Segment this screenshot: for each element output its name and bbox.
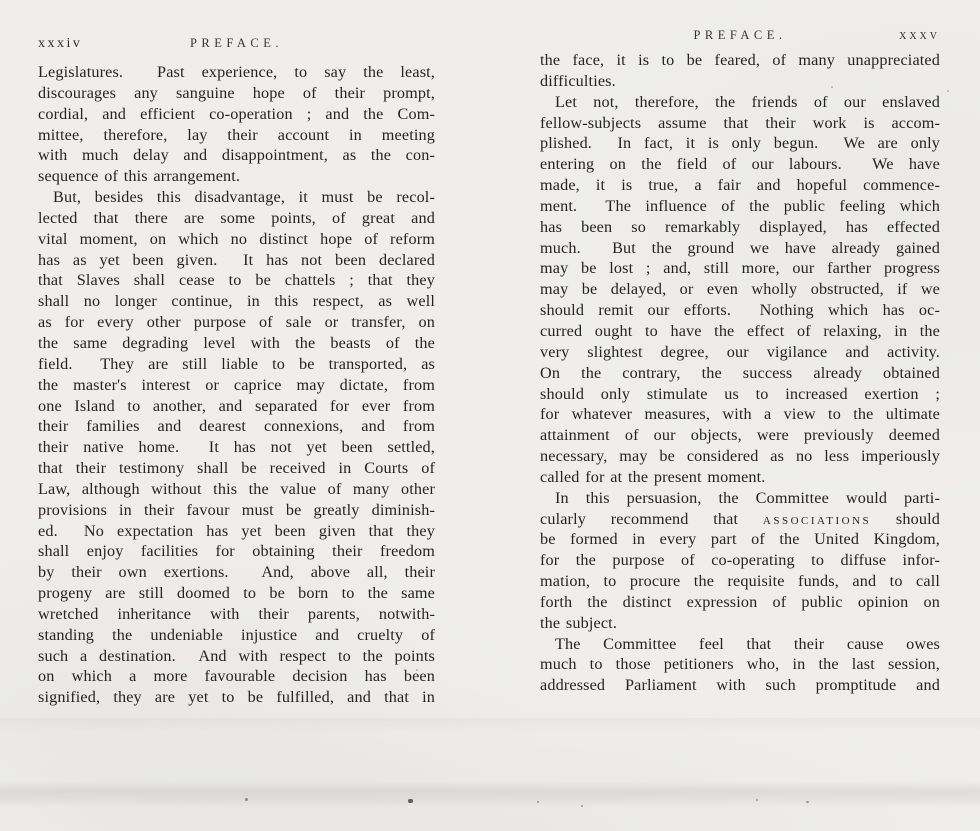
right-page-body <box>540 50 940 696</box>
text-line: that Slaves shall cease to be chattels ; that they <box>38 271 435 290</box>
smallcaps-word: associations <box>762 509 872 528</box>
text-line: lected that there are some points, of great and <box>38 208 435 227</box>
text-line: necessary, may be considered as no less imperiously <box>540 447 940 466</box>
text-line: Let not, therefore, the friends of our enslaved <box>555 92 940 111</box>
text-line: Legislatures. Past experience, to say the least, <box>38 63 435 81</box>
text-line: The Committee feel that their cause owes <box>555 634 940 653</box>
paragraph <box>38 187 435 708</box>
text-line: field. They are still liable to be transported, as <box>38 354 435 373</box>
scan-speck <box>416 669 418 671</box>
right-page-number: xxxv <box>899 28 940 43</box>
paragraph <box>540 488 940 634</box>
text-line: much to those petitioners who, in the last session, <box>540 655 940 674</box>
scan-speck <box>831 86 833 88</box>
text-line: the master's interest or caprice may dictate, from <box>38 375 435 394</box>
scan-speck <box>806 801 809 803</box>
text-line: sequence of this arrangement. <box>38 167 241 186</box>
text-line: ed. No expectation has yet been given that they <box>38 521 435 540</box>
text-line: has as yet been given. It has not been declared <box>38 250 435 269</box>
text-line: on which a more favourable decision has been <box>38 667 435 686</box>
scan-speck <box>581 805 583 807</box>
text-line: signified, they are yet to be fulfilled, and that in <box>38 688 435 707</box>
text-line: addressed Parliament with such promptitude and <box>540 676 940 695</box>
text-line: On the contrary, the success already obtained <box>540 363 940 382</box>
text-line: discourages any sanguine hope of their prompt, <box>38 83 435 102</box>
text-line: standing the undeniable injustice and cruelty of <box>38 625 435 644</box>
text-line: provisions in their favour must be greatly diminish- <box>38 500 435 519</box>
right-running-head <box>540 28 940 44</box>
scan-speck <box>537 801 539 803</box>
left-page-number: xxxiv <box>38 36 83 51</box>
text-line: fellow-subjects assume that their work is accom- <box>540 113 940 132</box>
text-line: cularly recommend that associations should <box>540 509 940 528</box>
text-line: the face, it is to be feared, of many unappreciated <box>540 51 940 69</box>
paragraph <box>38 62 435 187</box>
text-line: forth the distinct expression of public opinion on <box>540 592 940 611</box>
left-running-head <box>38 36 435 52</box>
text-line: cordial, and efficient co-operation ; and the Com- <box>38 104 435 123</box>
text-line: the same degrading level with the beasts of the <box>38 333 435 352</box>
text-line: one Island to another, and separated for ever from <box>38 396 435 415</box>
text-line: be formed in every part of the United Kingdom, <box>540 530 940 549</box>
scan-speck <box>756 799 758 801</box>
left-running-title: PREFACE. <box>189 36 284 50</box>
text-line: with much delay and disappointment, as the con- <box>38 146 435 165</box>
left-page <box>38 36 435 708</box>
text-line: difficulties. <box>540 71 616 90</box>
text-line: such a destination. And with respect to the points <box>38 646 435 665</box>
text-line: much. But the ground we have already gained <box>540 238 940 257</box>
text-line: called for at the present moment. <box>540 467 766 486</box>
text-line: may be lost ; and, still more, our farther progress <box>540 259 940 278</box>
text-line: should remit our efforts. Nothing which has oc- <box>540 301 940 320</box>
text-line: progeny are still doomed to be born to the same <box>38 584 435 603</box>
text-line: should only stimulate us to increased exertion ; <box>540 384 940 403</box>
text-line: vital moment, on which no distinct hope of reform <box>38 229 435 248</box>
paragraph <box>540 92 940 488</box>
text-line: for whatever measures, with a view to the ultimate <box>540 405 940 424</box>
text-line: has been so remarkably displayed, has effected <box>540 217 940 236</box>
text-line: plished. In fact, it is only begun. We are only <box>540 134 940 153</box>
text-line: But, besides this disadvantage, it must be recol- <box>53 188 435 207</box>
text-line: entering on the field of our labours. We have <box>540 155 940 174</box>
text-line: Law, although without this the value of many other <box>38 479 435 498</box>
text-line: the subject. <box>540 613 618 632</box>
text-line: very slightest degree, our vigilance and activity. <box>540 342 940 361</box>
scan-speck <box>947 90 949 92</box>
text-line: shall no longer continue, in this respect, as well <box>38 292 435 311</box>
text-line: In this persuasion, the Committee would parti- <box>555 488 940 507</box>
text-line: wretched inheritance with their parents, notwith- <box>38 604 435 623</box>
text-line: by their own exertions. And, above all, their <box>38 563 435 582</box>
scan-speck <box>408 799 413 803</box>
scan-noise-band <box>0 781 980 807</box>
text-line: mittee, therefore, lay their account in meeting <box>38 125 435 144</box>
text-line: may be delayed, or even wholly obstructed, if we <box>540 280 940 299</box>
paragraph <box>540 634 940 697</box>
text-line: their native home. It has not yet been settled, <box>38 438 435 457</box>
left-page-body <box>38 62 435 708</box>
text-line: for the purpose of co-operating to diffuse infor- <box>540 551 940 570</box>
text-line: as for every other purpose of sale or transfer, on <box>38 313 435 332</box>
scan-speck <box>245 798 248 801</box>
right-page <box>540 28 940 696</box>
text-line: mation, to procure the requisite funds, and to call <box>540 572 940 591</box>
scan-noise-band-faint <box>0 718 980 732</box>
text-line: that their testimony shall be received in Courts of <box>38 459 435 478</box>
paragraph <box>540 50 940 92</box>
right-running-title: PREFACE. <box>693 28 787 42</box>
text-line: attainment of our objects, were previously deemed <box>540 426 940 445</box>
text-line: made, it is true, a fair and hopeful commence- <box>540 176 940 195</box>
text-line: shall enjoy facilities for obtaining their freedom <box>38 542 435 561</box>
text-line: ment. The influence of the public feeling which <box>540 196 940 215</box>
text-line: their families and dearest connexions, and from <box>38 417 435 436</box>
text-line: curred ought to have the effect of relaxing, in the <box>540 321 940 340</box>
